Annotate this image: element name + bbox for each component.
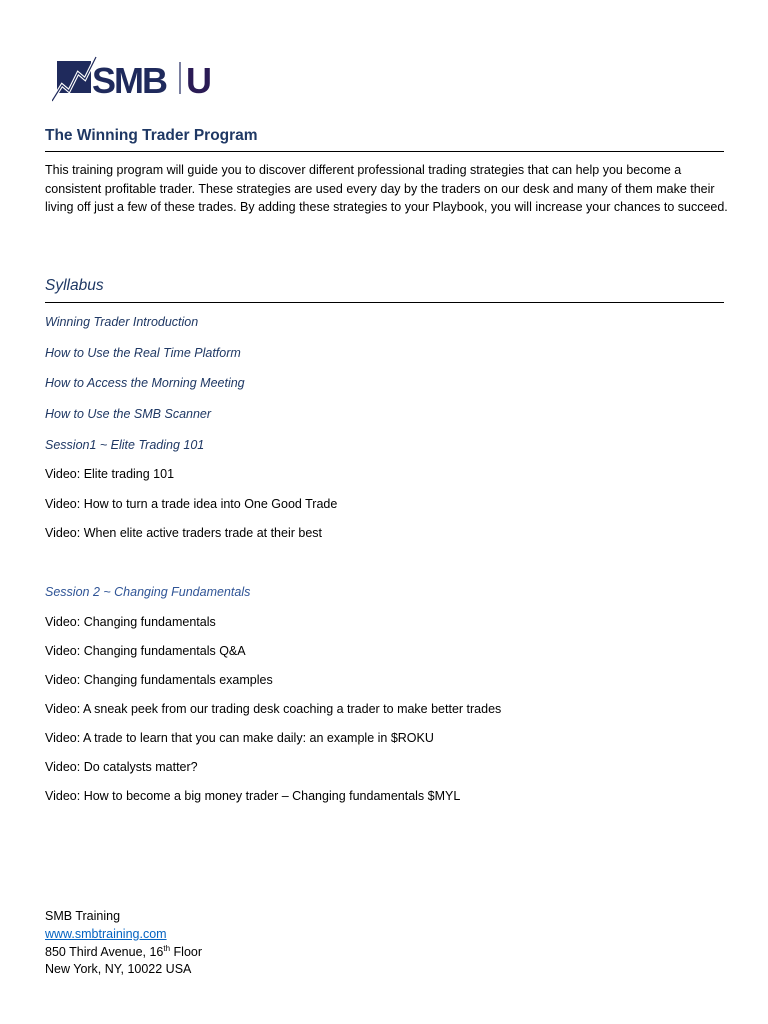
syllabus-video-item: Video: How to turn a trade idea into One Good Trade (45, 497, 338, 511)
program-intro: This training program will guide you to discover different professional trading strategies that can help you become a consistent profitable trader. These strategies are used every day by the traders on our desk and many of them make their living off just a few of these trades. By adding these strategies to your Playbook, you will increase your chances to succeed. (45, 163, 728, 215)
footer-address: 850 Third Avenue, 16th Floor (45, 943, 203, 959)
syllabus-divider (45, 302, 724, 303)
syllabus-video-item: Video: Changing fundamentals (45, 615, 216, 629)
syllabus-video-item: Video: How to become a big money trader – Changing fundamentals $MYL (45, 789, 461, 803)
smbu-logo (52, 55, 222, 103)
footer-contact (45, 908, 202, 979)
syllabus-item-real-time-platform[interactable]: How to Use the Real Time Platform (45, 346, 241, 360)
syllabus-video-item: Video: Do catalysts matter? (45, 760, 198, 774)
syllabus-video-item: Video: A sneak peek from our trading desk coaching a trader to make better trades (45, 702, 502, 716)
syllabus-video-item: Video: Elite trading 101 (45, 467, 175, 481)
syllabus-heading: Syllabus (45, 277, 104, 294)
syllabus-item-winning-trader-intro[interactable]: Winning Trader Introduction (45, 315, 199, 329)
title-divider (45, 151, 724, 152)
syllabus-item-smb-scanner[interactable]: How to Use the SMB Scanner (45, 407, 212, 421)
syllabus-video-item: Video: A trade to learn that you can make daily: an example in $ROKU (45, 731, 434, 745)
syllabus-item-session1[interactable]: Session1 ~ Elite Trading 101 (45, 438, 205, 452)
program-title: The Winning Trader Program (45, 127, 258, 144)
syllabus-item-morning-meeting[interactable]: How to Access the Morning Meeting (45, 376, 245, 390)
footer-website-link[interactable]: www.smbtraining.com (45, 926, 167, 941)
footer-company: SMB Training (45, 909, 121, 923)
svg-text:SMB: SMB (92, 60, 166, 101)
syllabus-video-item: Video: When elite active traders trade at their best (45, 526, 323, 540)
syllabus-video-item: Video: Changing fundamentals Q&A (45, 644, 246, 658)
syllabus-item-session2: Session 2 ~ Changing Fundamentals (45, 585, 251, 599)
syllabus-video-item: Video: Changing fundamentals examples (45, 673, 273, 687)
footer-city: New York, NY, 10022 USA (45, 962, 192, 977)
svg-text:U: U (186, 60, 212, 101)
